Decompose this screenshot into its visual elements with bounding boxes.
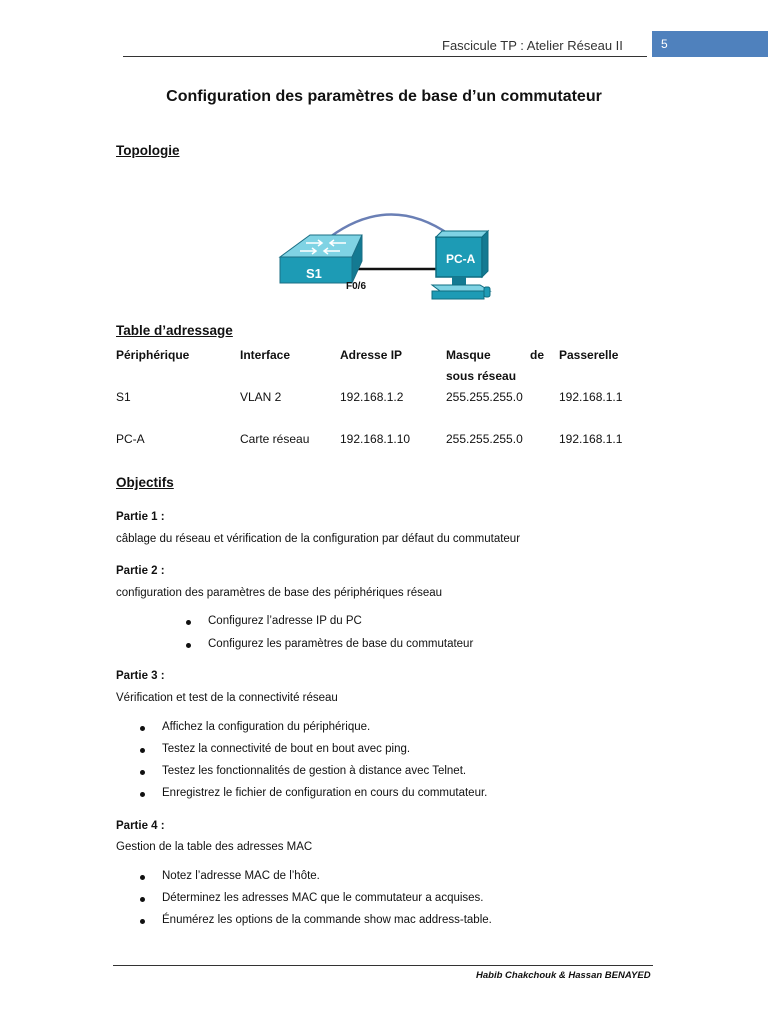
part-3-bullet: Testez la connectivité de bout en bout avec ping. xyxy=(162,743,411,755)
topology-heading: Topologie xyxy=(116,143,180,158)
part-2-text: configuration des paramètres de base des périphériques réseau xyxy=(116,587,443,599)
header-divider xyxy=(123,56,647,57)
header-title: Fascicule TP : Atelier Réseau II xyxy=(442,38,623,53)
col-header-device: Périphérique xyxy=(116,348,190,362)
row-pca-interface: Carte réseau xyxy=(240,432,310,446)
part-3-text: Vérification et test de la connectivité réseau xyxy=(116,692,338,704)
part-2-label: Partie 2 : xyxy=(116,565,165,577)
row-pca-device: PC-A xyxy=(116,432,145,446)
footer-divider xyxy=(113,965,653,966)
row-s1-device: S1 xyxy=(116,390,131,404)
row-s1-gateway: 192.168.1.1 xyxy=(559,390,623,404)
row-pca-mask: 255.255.255.0 xyxy=(446,432,523,446)
part-4-text: Gestion de la table des adresses MAC xyxy=(116,841,313,853)
col-header-interface: Interface xyxy=(240,348,291,362)
col-header-mask: Masque xyxy=(446,348,491,362)
bullet-dot xyxy=(140,726,145,731)
row-pca-gateway: 192.168.1.1 xyxy=(559,432,623,446)
row-s1-interface: VLAN 2 xyxy=(240,390,282,404)
part-1-text: câblage du réseau et vérification de la configuration par défaut du commutateur xyxy=(116,533,521,545)
part-4-bullet: Déterminez les adresses MAC que le commutateur a acquises. xyxy=(162,892,484,904)
port-label: F0/6 xyxy=(346,281,367,292)
part-4-label: Partie 4 : xyxy=(116,820,165,832)
col-header-gateway: Passerelle xyxy=(559,348,619,362)
bullet-dot xyxy=(140,792,145,797)
page-number-box xyxy=(652,31,768,57)
objectives-heading: Objectifs xyxy=(116,475,174,490)
part-3-label: Partie 3 : xyxy=(116,670,165,682)
col-header-ip: Adresse IP xyxy=(340,348,403,362)
row-s1-mask: 255.255.255.0 xyxy=(446,390,523,404)
row-pca-ip: 192.168.1.10 xyxy=(340,432,411,446)
part-2-bullet: Configurez l’adresse IP du PC xyxy=(208,615,362,627)
footer-authors: Habib Chakchouk & Hassan BENAYED xyxy=(476,970,651,981)
document-title: Configuration des paramètres de base d’un commutateur xyxy=(166,88,602,105)
pc-label: PC-A xyxy=(446,252,476,266)
bullet-dot xyxy=(186,620,191,625)
wireless-link xyxy=(330,214,450,237)
part-4-bullet: Énumérez les options de la commande show mac address-table. xyxy=(162,914,492,926)
bullet-dot xyxy=(140,897,145,902)
part-3-bullet: Testez les fonctionnalités de gestion à distance avec Telnet. xyxy=(162,765,467,777)
col-header-mask-de: de xyxy=(530,348,545,362)
row-s1-ip: 192.168.1.2 xyxy=(340,390,404,404)
part-3-bullet: Affichez la configuration du périphérique. xyxy=(162,721,371,733)
addressing-heading: Table d’adressage xyxy=(116,323,233,338)
part-2-bullet: Configurez les paramètres de base du commutateur xyxy=(208,638,474,650)
page-number: 5 xyxy=(661,37,668,51)
bullet-dot xyxy=(186,643,191,648)
bullet-dot xyxy=(140,875,145,880)
part-1-label: Partie 1 : xyxy=(116,511,165,523)
bullet-dot xyxy=(140,919,145,924)
topology-diagram xyxy=(270,205,510,305)
switch-label: S1 xyxy=(306,266,322,281)
bullet-dot xyxy=(140,770,145,775)
part-4-bullet: Notez l’adresse MAC de l’hôte. xyxy=(162,870,320,882)
part-3-bullet: Enregistrez le fichier de configuration en cours du commutateur. xyxy=(162,787,488,799)
bullet-dot xyxy=(140,748,145,753)
col-header-mask-line2: sous réseau xyxy=(446,369,517,383)
